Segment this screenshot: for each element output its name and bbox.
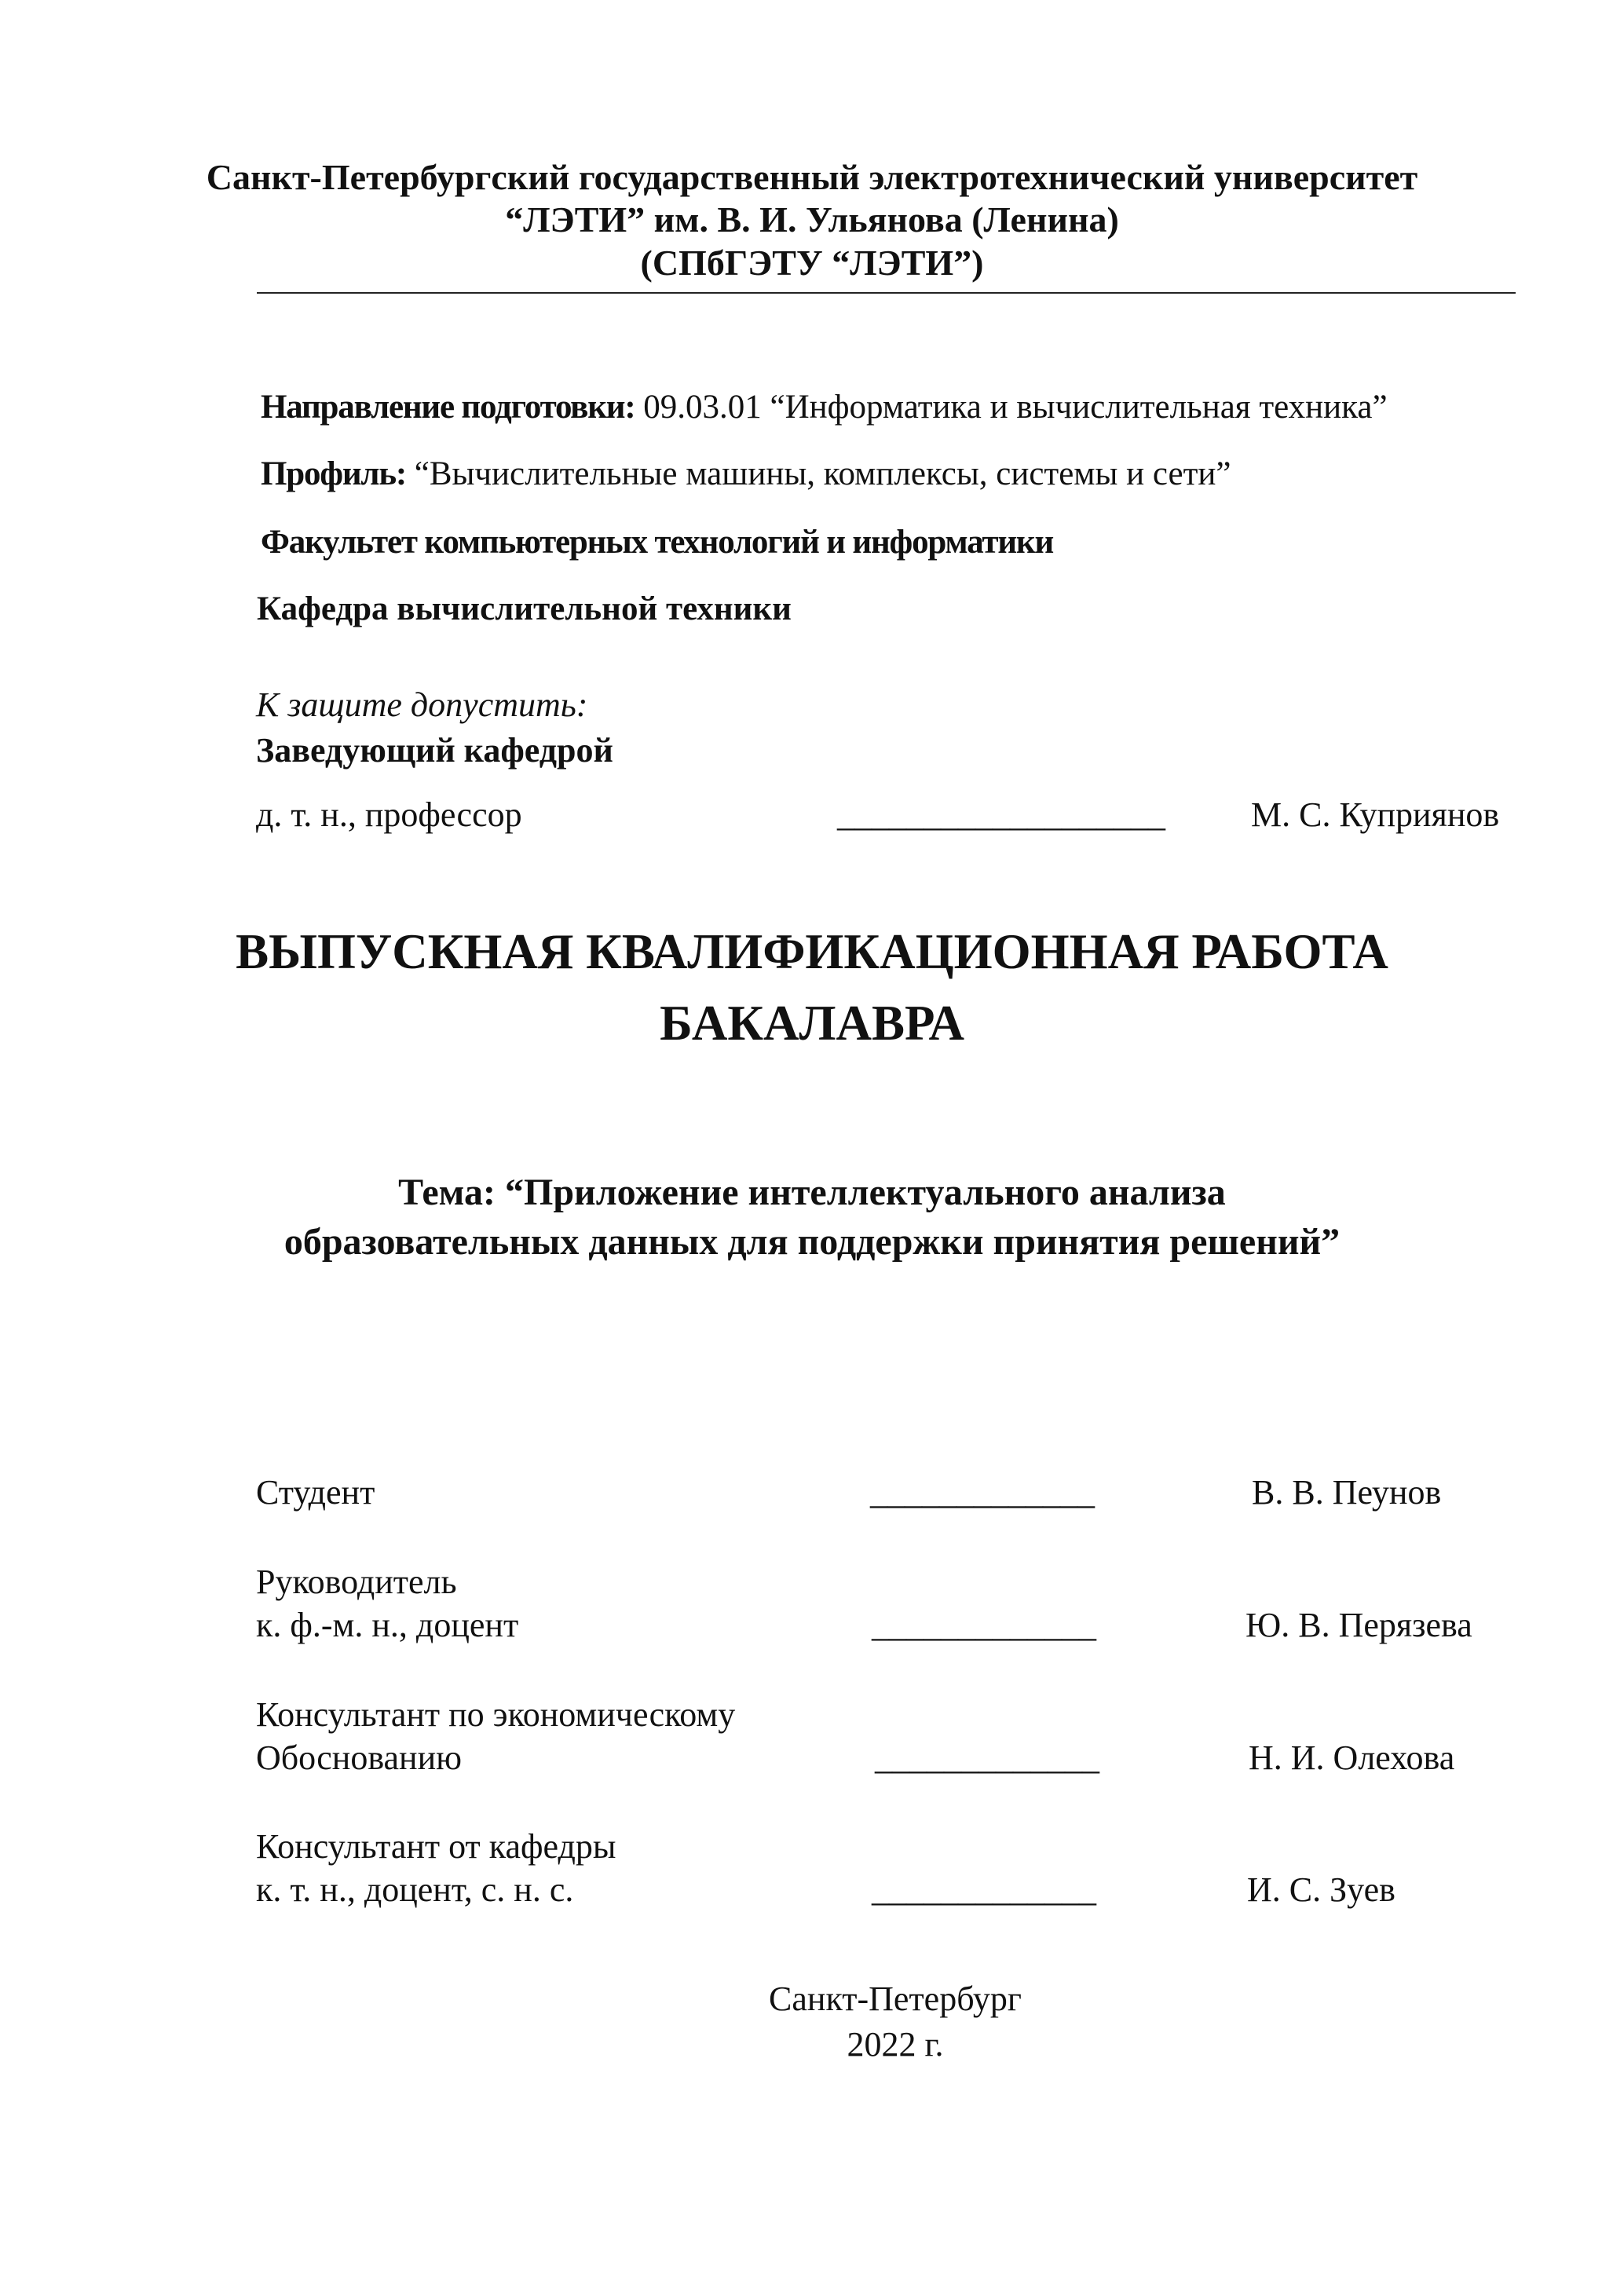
direction-value: 09.03.01 “Информатика и вычислительная техника” [635, 389, 1388, 426]
signature-role: Консультант по экономическому [256, 1695, 736, 1734]
signature-role: Консультант от кафедры [256, 1827, 616, 1866]
signature-line: _____________ [872, 1606, 1096, 1644]
signature-line: _____________ [872, 1870, 1096, 1909]
document-title: ВЫПУСКНАЯ КВАЛИФИКАЦИОННАЯ РАБОТА [236, 924, 1388, 979]
university-name: Санкт-Петербургский государственный электротехнический университет [206, 157, 1418, 197]
signature-role-detail: к. ф.-м. н., доцент [256, 1606, 519, 1644]
department: Кафедра вычислительной техники [257, 590, 792, 627]
direction-label: Направление подготовки: [261, 389, 635, 426]
signature-name: И. С. Зуев [1247, 1870, 1395, 1909]
header-divider [257, 292, 1516, 294]
signature-role-detail: к. т. н., доцент, с. н. с. [256, 1870, 574, 1909]
signature-name: В. В. Пеунов [1252, 1473, 1442, 1512]
document-title-line2: БАКАЛАВРА [660, 996, 964, 1051]
head-signature-line: ___________________ [837, 795, 1165, 834]
university-abbreviation: (СПбГЭТУ “ЛЭТИ”) [640, 243, 984, 283]
profile-label: Профиль: [261, 455, 406, 492]
topic: Тема: “Приложение интеллектуального анализа [398, 1172, 1226, 1213]
direction-line [261, 388, 1388, 426]
city: Санкт-Петербург [769, 1980, 1022, 2018]
topic-line2: образовательных данных для поддержки принятия решений” [283, 1221, 1341, 1263]
signature-role: Руководитель [256, 1563, 457, 1601]
university-name-line2: “ЛЭТИ” им. В. И. Ульянова (Ленина) [505, 199, 1119, 239]
head-of-department: Заведующий кафедрой [256, 731, 613, 770]
signature-name: Ю. В. Перязева [1245, 1606, 1472, 1644]
faculty: Факультет компьютерных технологий и информатики [261, 524, 1054, 561]
signature-role-detail: Обоснованию [256, 1738, 463, 1777]
admit-label: К защите допустить: [256, 686, 588, 724]
signature-name: Н. И. Олехова [1249, 1738, 1455, 1777]
year: 2022 г. [847, 2025, 944, 2064]
signature-line: _____________ [875, 1738, 1099, 1777]
head-rank: д. т. н., профессор [256, 795, 522, 834]
profile-line [261, 455, 1231, 493]
signature-line: _____________ [870, 1473, 1095, 1512]
head-name: М. С. Куприянов [1251, 795, 1500, 834]
profile-value: “Вычислительные машины, комплексы, системы и сети” [405, 455, 1231, 492]
signature-role: Студент [256, 1473, 375, 1512]
